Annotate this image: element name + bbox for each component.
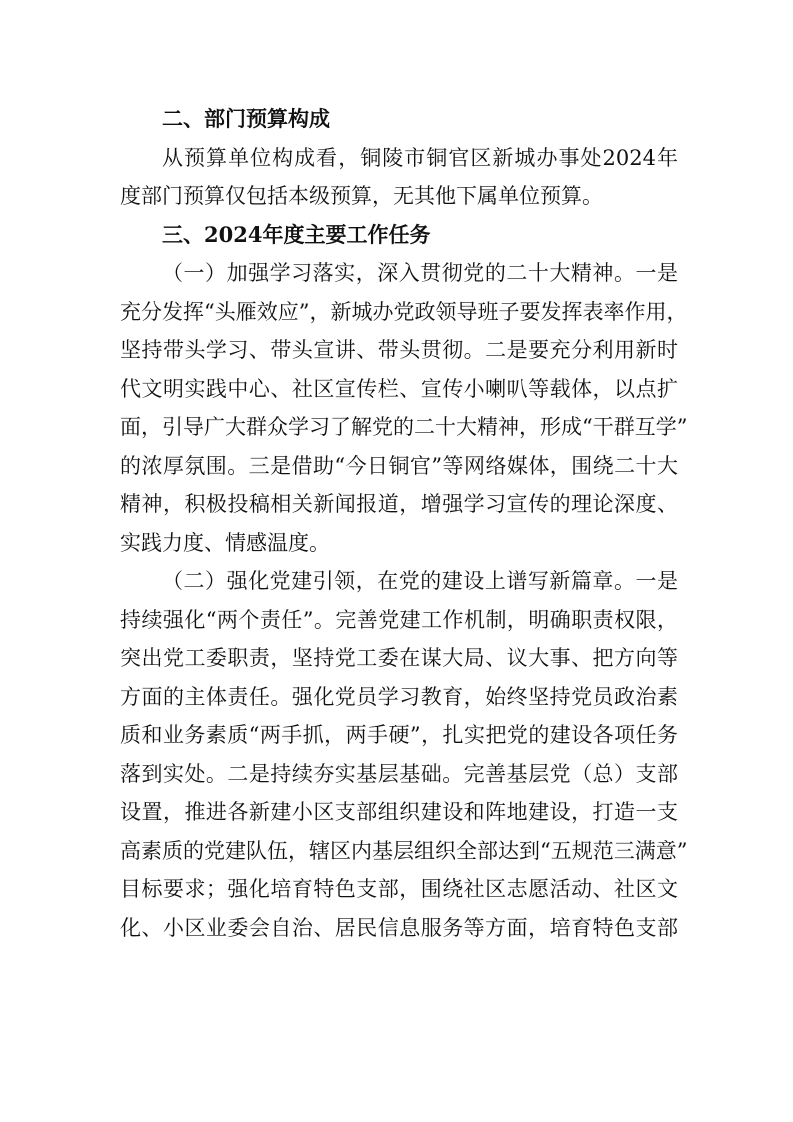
section-heading-main-tasks: 三、2024年度主要工作任务 <box>162 221 431 247</box>
paragraph-line: 化、小区业委会自治、居民信息服务等方面，培育特色支部 <box>120 915 678 940</box>
paragraph-line: 持续强化“两个责任”。完善党建工作机制，明确职责权限， <box>120 607 678 632</box>
paragraph-line: 坚持带头学习、带头宣讲、带头贯彻。二是要充分利用新时 <box>120 338 678 362</box>
paragraph-line: 充分发挥“头雁效应”，新城办党政领导班子要发挥表率作用， <box>120 299 688 324</box>
paragraph-line: 目标要求；强化培育特色支部，围绕社区志愿活动、社区文 <box>120 877 678 901</box>
paragraph-line: 的浓厚氛围。三是借助“今日铜官”等网络媒体，围绕二十大 <box>120 453 678 478</box>
paragraph-line: （二）强化党建引领，在党的建设上谱写新篇章。一是 <box>162 569 678 593</box>
document-body <box>120 100 688 947</box>
paragraph-line: 实践力度、情感温度。 <box>120 530 330 555</box>
paragraph-line: 落到实处。二是持续夯实基层基础。完善基层党（总）支部 <box>120 761 678 786</box>
paragraph-line: 度部门预算仅包括本级预算，无其他下属单位预算。 <box>120 184 603 208</box>
paragraph-line: （一）加强学习落实，深入贯彻党的二十大精神。一是 <box>162 261 678 285</box>
paragraph-line: 方面的主体责任。强化党员学习教育，始终坚持党员政治素 <box>120 684 678 709</box>
paragraph-line: 高素质的党建队伍，辖区内基层组织全部达到“五规范三满意” <box>120 838 688 863</box>
paragraph-line: 设置，推进各新建小区支部组织建设和阵地建设，打造一支 <box>120 800 678 824</box>
paragraph-line: 代文明实践中心、社区宣传栏、宣传小喇叭等载体，以点扩 <box>120 376 678 401</box>
section-heading-budget-structure: 二、部门预算构成 <box>162 106 330 131</box>
paragraph-line: 从预算单位构成看，铜陵市铜官区新城办事处2024年 <box>162 145 678 170</box>
paragraph-line: 突出党工委职责，坚持党工委在谋大局、议大事、把方向等 <box>120 646 678 670</box>
paragraph-line: 面，引导广大群众学习了解党的二十大精神，形成“干群互学” <box>120 415 688 439</box>
paragraph-line: 精神，积极投稿相关新闻报道，增强学习宣传的理论深度、 <box>120 492 678 516</box>
paragraph-line: 质和业务素质“两手抓，两手硬”，扎实把党的建设各项任务 <box>120 723 678 747</box>
